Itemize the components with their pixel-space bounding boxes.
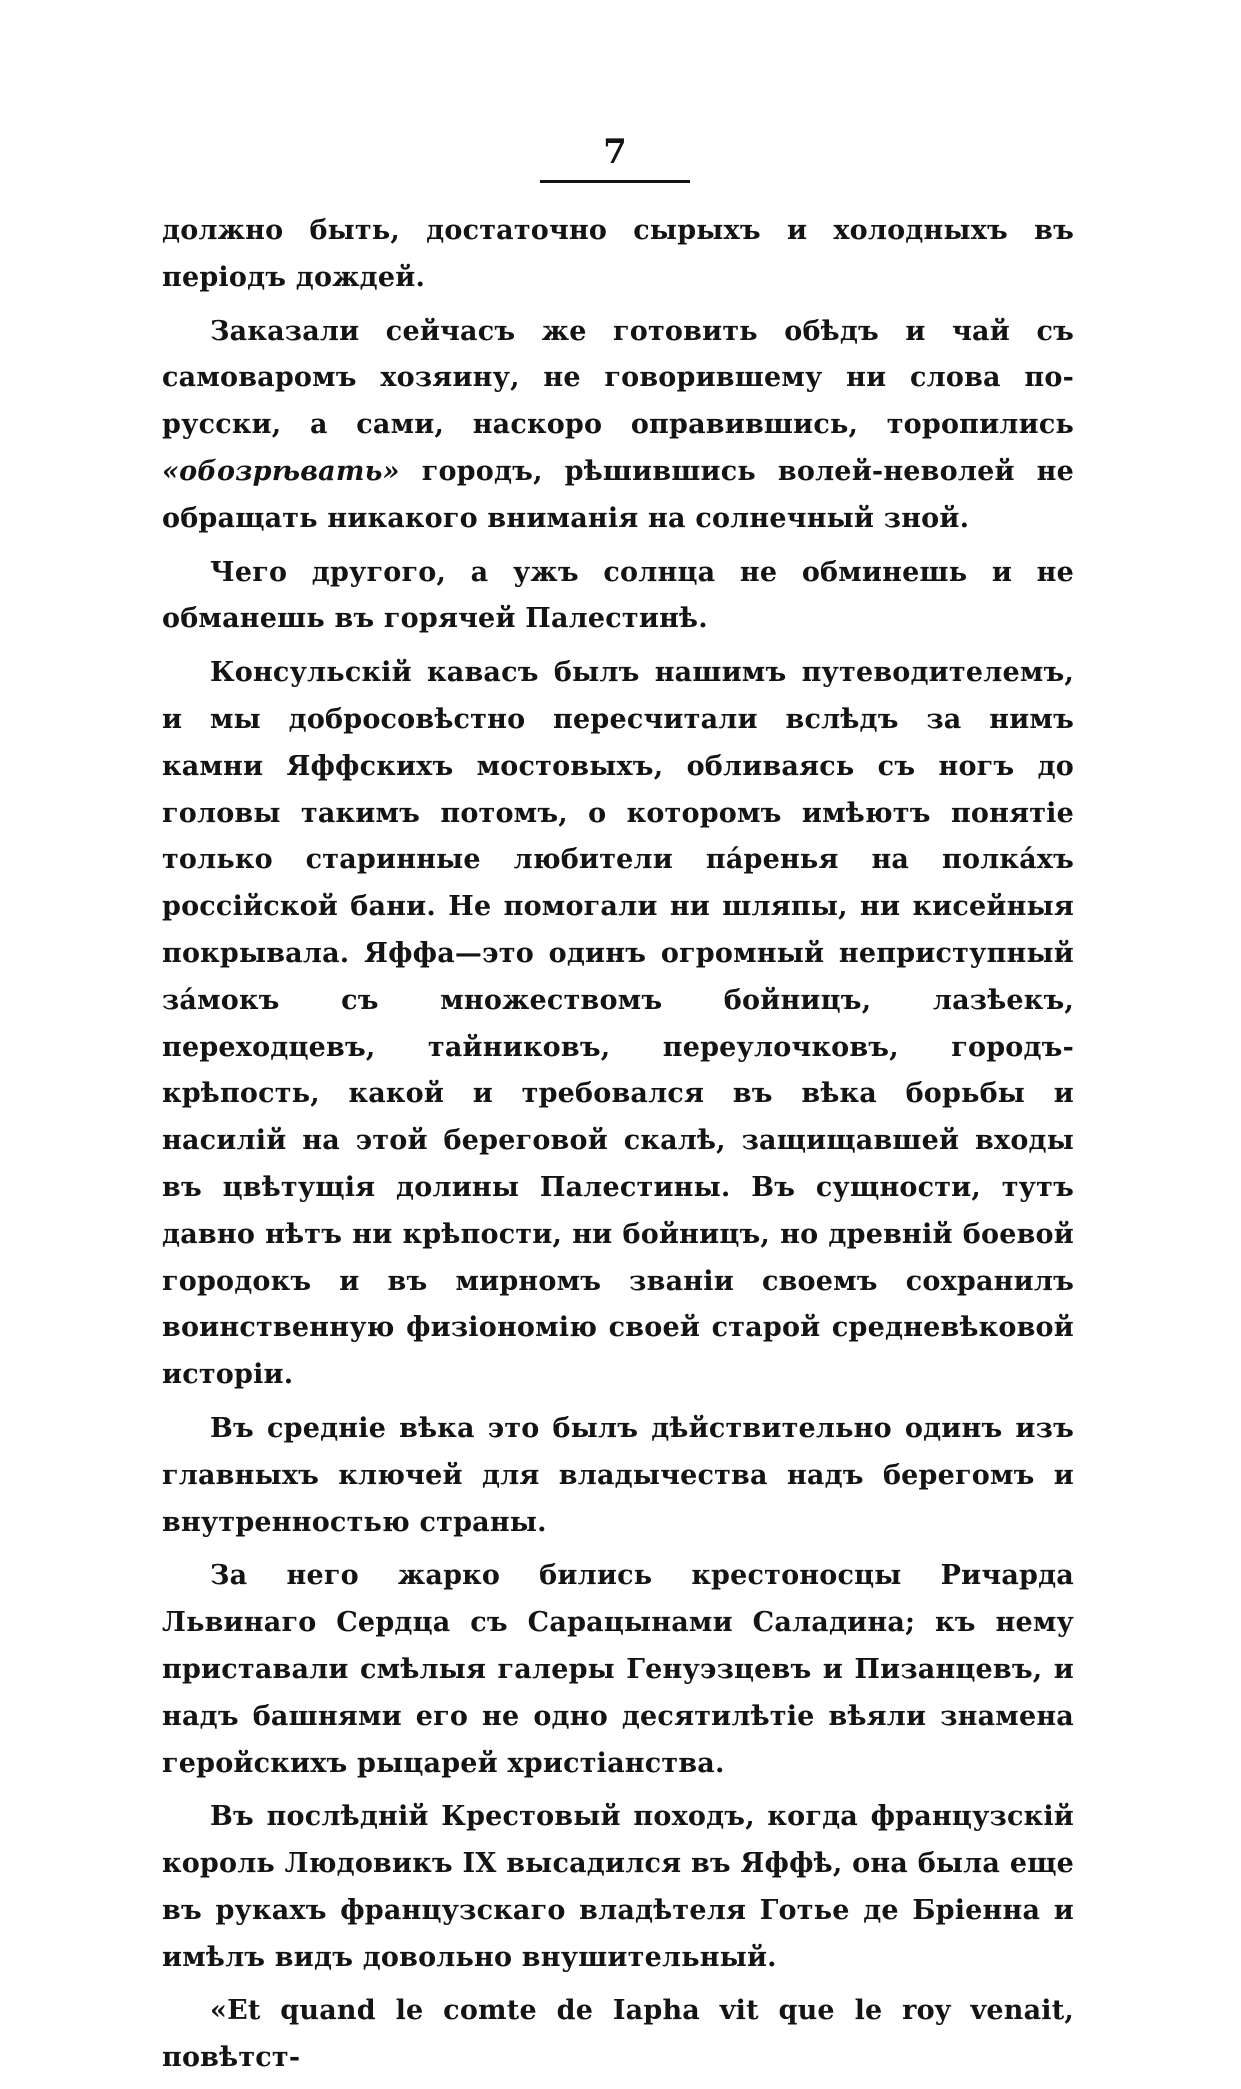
paragraph-7: Въ послѣдній Крестовый походъ, когда французскій король Людовикъ IX высадился въ Яффѣ, она была еще въ рукахъ французскаго владѣтеля Готье де Бріенна и имѣлъ видъ довольно внушительный. xyxy=(162,1801,1074,1973)
paragraph-5: Въ средніе вѣка это былъ дѣйствительно одинъ изъ главныхъ ключей для владычества надъ берегомъ и внутренностью страны. xyxy=(162,1412,1074,1538)
paragraph-6: За него жарко бились крестоносцы Ричарда Львинаго Сердца съ Сарацынами Саладина; къ нему приставали смѣлыя галеры Генуэзцевъ и Пизанцевъ, и надъ башнями его не одно десятилѣтіе вѣяли знамена геройскихъ рыцарей христіанства. xyxy=(162,1560,1074,1779)
paragraph-1: должно быть, достаточно сырыхъ и холодныхъ въ періодъ дождей. xyxy=(162,215,1074,293)
paragraph-2-text-b: городъ, рѣшившись волей-неволей не обращать никакого вниманія на солнечный зной. xyxy=(162,455,1074,534)
paragraph-3: Чего другого, а ужъ солнца не обминешь и не обманешь въ горячей Палестинѣ. xyxy=(162,556,1074,635)
paragraph-4: Консульскій кавасъ былъ нашимъ путеводителемъ, и мы добросовѣстно пересчитали вслѣдъ за нимъ камни Яффскихъ мостовыхъ, обливаясь съ ногъ до головы такимъ потомъ, о которомъ имѣютъ понятіе только старинные любители пáренья на полкáхъ россійской бани. Не помогали ни шляпы, ни кисейныя покрывала. Яффа—это одинъ огромный неприступный зáмокъ съ множествомъ бойницъ, лазѣекъ, переходцевъ, тайниковъ, переулочковъ, городъ-крѣпость, какой и требовался въ вѣка борьбы и насилій на этой береговой скалѣ, защищавшей входы въ цвѣтущія долины Палестины. Въ сущности, тутъ давно нѣтъ ни крѣпости, ни бойницъ, но древній боевой городокъ и въ мирномъ званіи своемъ сохранилъ воинственную физіономію своей старой средневѣковой исторіи. xyxy=(162,657,1074,1391)
paragraph-8: «Et quand le comte de Iapha vit que le roy venait, повѣтст- xyxy=(162,1995,1074,2074)
paragraph-2-italic: «обозрѣвать» xyxy=(162,455,400,487)
body-text xyxy=(162,208,1074,2089)
paragraph-2 xyxy=(162,309,1074,543)
header-rule xyxy=(540,180,690,183)
page-number: 7 xyxy=(603,132,627,172)
paragraph-2-text-a: Заказали сейчасъ же готовить обѣдъ и чай съ самоваромъ хозяину, не говорившему ни слова по-русски, а сами, наскоро оправившись, торопились xyxy=(162,315,1074,441)
